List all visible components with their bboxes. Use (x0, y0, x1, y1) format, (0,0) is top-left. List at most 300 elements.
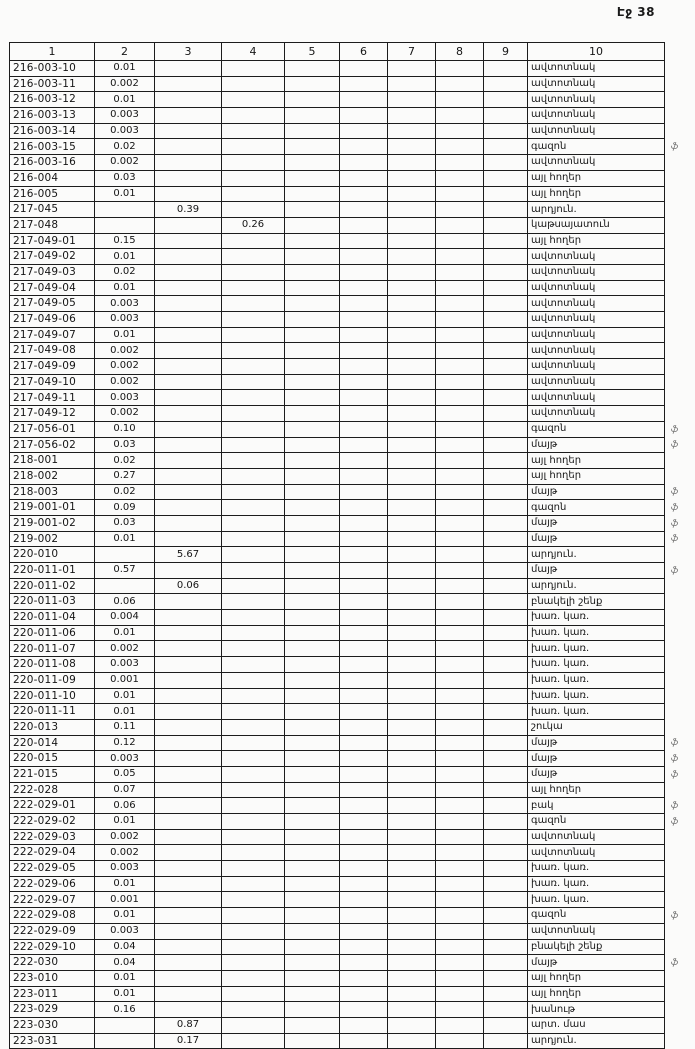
value-cell-col4 (222, 61, 285, 77)
value-cell-col4 (222, 249, 285, 265)
table-row (10, 766, 695, 782)
value-cell-col8 (436, 515, 484, 531)
land-use-cell: ավտոտնակ (528, 264, 665, 280)
table-row (10, 986, 695, 1002)
parcel-code-cell: 222-029-05 (10, 861, 95, 877)
parcel-code-cell: 217-056-01 (10, 421, 95, 437)
value-cell-col8 (436, 955, 484, 971)
value-cell-col6 (340, 939, 388, 955)
value-cell-col3 (155, 908, 222, 924)
parcel-code-cell: 222-029-02 (10, 814, 95, 830)
value-cell-col7 (388, 170, 436, 186)
value-cell-col4 (222, 327, 285, 343)
value-cell-col9 (484, 751, 528, 767)
margin-mark (665, 61, 695, 77)
value-cell-col4 (222, 500, 285, 516)
value-cell-col3 (155, 406, 222, 422)
parcel-code-cell: 217-049-08 (10, 343, 95, 359)
value-cell-col3: 0.17 (155, 1033, 222, 1049)
value-cell-col5 (285, 766, 340, 782)
parcel-code-cell: 222-029-10 (10, 939, 95, 955)
value-cell-col4 (222, 641, 285, 657)
value-cell-col4 (222, 264, 285, 280)
parcel-code-cell: 222-029-08 (10, 908, 95, 924)
parcel-code-cell: 223-031 (10, 1033, 95, 1049)
value-cell-col3 (155, 233, 222, 249)
value-cell-col2: 0.01 (95, 704, 155, 720)
value-cell-col9 (484, 970, 528, 986)
value-cell-col6 (340, 202, 388, 218)
value-cell-col9 (484, 139, 528, 155)
table-row (10, 312, 695, 328)
value-cell-col6 (340, 861, 388, 877)
value-cell-col8 (436, 406, 484, 422)
margin-mark (665, 92, 695, 108)
value-cell-col2: 0.01 (95, 186, 155, 202)
table-row (10, 139, 695, 155)
land-use-cell: խառ. կառ. (528, 625, 665, 641)
value-cell-col5 (285, 986, 340, 1002)
value-cell-col6 (340, 500, 388, 516)
parcel-code-cell: 220-011-11 (10, 704, 95, 720)
margin-mark (665, 719, 695, 735)
value-cell-col3 (155, 782, 222, 798)
value-cell-col3 (155, 468, 222, 484)
margin-mark (665, 123, 695, 139)
value-cell-col9 (484, 312, 528, 328)
value-cell-col9 (484, 421, 528, 437)
value-cell-col2 (95, 547, 155, 563)
value-cell-col8 (436, 92, 484, 108)
value-cell-col7 (388, 798, 436, 814)
column-header-10: 10 (528, 43, 665, 61)
value-cell-col3 (155, 390, 222, 406)
value-cell-col5 (285, 202, 340, 218)
value-cell-col2: 0.03 (95, 170, 155, 186)
value-cell-col3 (155, 829, 222, 845)
value-cell-col7 (388, 531, 436, 547)
value-cell-col7 (388, 343, 436, 359)
value-cell-col6 (340, 735, 388, 751)
value-cell-col4 (222, 312, 285, 328)
land-use-cell: գազոն (528, 421, 665, 437)
value-cell-col2: 0.003 (95, 312, 155, 328)
land-use-cell: ավտոտնակ (528, 280, 665, 296)
value-cell-col2: 0.10 (95, 421, 155, 437)
value-cell-col8 (436, 610, 484, 626)
land-use-cell: ավտոտնակ (528, 61, 665, 77)
value-cell-col4 (222, 782, 285, 798)
value-cell-col9 (484, 1017, 528, 1033)
value-cell-col6 (340, 123, 388, 139)
value-cell-col5 (285, 610, 340, 626)
handwritten-mark: ֆ (670, 488, 678, 498)
value-cell-col8 (436, 484, 484, 500)
margin-mark (665, 76, 695, 92)
value-cell-col3 (155, 359, 222, 375)
value-cell-col8 (436, 264, 484, 280)
land-use-cell: ավտոտնակ (528, 296, 665, 312)
parcel-code-cell: 216-004 (10, 170, 95, 186)
margin-mark (665, 892, 695, 908)
value-cell-col2: 0.001 (95, 672, 155, 688)
value-cell-col4 (222, 531, 285, 547)
table-row (10, 76, 695, 92)
value-cell-col2: 0.02 (95, 453, 155, 469)
handwritten-mark: ֆ (670, 739, 678, 749)
value-cell-col8 (436, 468, 484, 484)
margin-mark (665, 876, 695, 892)
value-cell-col6 (340, 468, 388, 484)
value-cell-col9 (484, 861, 528, 877)
value-cell-col8 (436, 374, 484, 390)
value-cell-col3 (155, 217, 222, 233)
value-cell-col2: 0.09 (95, 500, 155, 516)
value-cell-col2: 0.01 (95, 280, 155, 296)
value-cell-col2: 0.12 (95, 735, 155, 751)
column-header-5: 5 (285, 43, 340, 61)
value-cell-col9 (484, 406, 528, 422)
value-cell-col4 (222, 515, 285, 531)
value-cell-col3 (155, 688, 222, 704)
margin-mark (665, 986, 695, 1002)
value-cell-col3 (155, 327, 222, 343)
land-use-cell: այլ հողեր (528, 970, 665, 986)
value-cell-col4 (222, 343, 285, 359)
value-cell-col3: 0.87 (155, 1017, 222, 1033)
value-cell-col3 (155, 923, 222, 939)
parcel-code-cell: 220-011-04 (10, 610, 95, 626)
value-cell-col8 (436, 249, 484, 265)
land-use-cell: արտ. մաս (528, 1017, 665, 1033)
land-use-cell: մայթ (528, 766, 665, 782)
margin-mark (665, 735, 695, 751)
value-cell-col3 (155, 1002, 222, 1018)
value-cell-col5 (285, 970, 340, 986)
value-cell-col9 (484, 923, 528, 939)
value-cell-col9 (484, 657, 528, 673)
value-cell-col7 (388, 814, 436, 830)
margin-mark (665, 798, 695, 814)
value-cell-col9 (484, 531, 528, 547)
value-cell-col2: 0.002 (95, 641, 155, 657)
value-cell-col4 (222, 155, 285, 171)
value-cell-col2: 0.57 (95, 563, 155, 579)
value-cell-col4 (222, 610, 285, 626)
table-row (10, 186, 695, 202)
value-cell-col7 (388, 108, 436, 124)
value-cell-col8 (436, 390, 484, 406)
value-cell-col5 (285, 280, 340, 296)
value-cell-col3 (155, 453, 222, 469)
land-use-cell: ավտոտնակ (528, 374, 665, 390)
land-use-cell: ավտոտնակ (528, 923, 665, 939)
value-cell-col2: 0.06 (95, 798, 155, 814)
value-cell-col5 (285, 1017, 340, 1033)
table-row (10, 170, 695, 186)
land-use-cell: բակ (528, 798, 665, 814)
value-cell-col3 (155, 735, 222, 751)
value-cell-col2: 0.003 (95, 390, 155, 406)
value-cell-col3: 5.67 (155, 547, 222, 563)
value-cell-col8 (436, 296, 484, 312)
value-cell-col9 (484, 939, 528, 955)
land-use-cell: գազոն (528, 139, 665, 155)
value-cell-col6 (340, 829, 388, 845)
value-cell-col6 (340, 892, 388, 908)
value-cell-col8 (436, 1017, 484, 1033)
table-row (10, 641, 695, 657)
table-row (10, 500, 695, 516)
value-cell-col5 (285, 390, 340, 406)
value-cell-col6 (340, 970, 388, 986)
value-cell-col5 (285, 500, 340, 516)
value-cell-col8 (436, 719, 484, 735)
value-cell-col6 (340, 531, 388, 547)
value-cell-col2: 0.002 (95, 343, 155, 359)
margin-mark (665, 923, 695, 939)
value-cell-col9 (484, 798, 528, 814)
value-cell-col2: 0.002 (95, 374, 155, 390)
value-cell-col9 (484, 1033, 528, 1049)
value-cell-col7 (388, 876, 436, 892)
margin-mark (665, 484, 695, 500)
value-cell-col2: 0.15 (95, 233, 155, 249)
page-number-label: Էջ 38 (617, 5, 655, 19)
land-use-cell: մայթ (528, 751, 665, 767)
value-cell-col5 (285, 108, 340, 124)
value-cell-col6 (340, 955, 388, 971)
value-cell-col9 (484, 625, 528, 641)
value-cell-col2: 0.07 (95, 782, 155, 798)
margin-mark (665, 233, 695, 249)
value-cell-col7 (388, 61, 436, 77)
land-use-cell: ավտոտնակ (528, 845, 665, 861)
land-use-cell: մայթ (528, 735, 665, 751)
table-row (10, 327, 695, 343)
value-cell-col3 (155, 500, 222, 516)
value-cell-col5 (285, 704, 340, 720)
value-cell-col8 (436, 876, 484, 892)
value-cell-col3: 0.39 (155, 202, 222, 218)
value-cell-col6 (340, 249, 388, 265)
parcel-code-cell: 216-003-15 (10, 139, 95, 155)
value-cell-col6 (340, 170, 388, 186)
table-row (10, 453, 695, 469)
value-cell-col7 (388, 563, 436, 579)
value-cell-col8 (436, 563, 484, 579)
value-cell-col4 (222, 735, 285, 751)
column-header-6: 6 (340, 43, 388, 61)
value-cell-col9 (484, 578, 528, 594)
value-cell-col8 (436, 343, 484, 359)
table-row (10, 845, 695, 861)
value-cell-col5 (285, 531, 340, 547)
margin-mark (665, 186, 695, 202)
margin-mark (665, 610, 695, 626)
value-cell-col3 (155, 814, 222, 830)
value-cell-col7 (388, 861, 436, 877)
table-row (10, 735, 695, 751)
margin-mark (665, 688, 695, 704)
margin-mark (665, 217, 695, 233)
column-header-7: 7 (388, 43, 436, 61)
value-cell-col7 (388, 468, 436, 484)
value-cell-col4 (222, 547, 285, 563)
value-cell-col8 (436, 61, 484, 77)
margin-mark (665, 625, 695, 641)
value-cell-col4 (222, 986, 285, 1002)
margin-mark (665, 437, 695, 453)
value-cell-col8 (436, 139, 484, 155)
value-cell-col8 (436, 437, 484, 453)
margin-mark (665, 515, 695, 531)
value-cell-col8 (436, 939, 484, 955)
value-cell-col9 (484, 327, 528, 343)
value-cell-col8 (436, 108, 484, 124)
parcel-code-cell: 223-029 (10, 1002, 95, 1018)
value-cell-col3 (155, 108, 222, 124)
parcel-code-cell: 220-011-01 (10, 563, 95, 579)
value-cell-col2 (95, 578, 155, 594)
parcel-code-cell: 219-001-01 (10, 500, 95, 516)
value-cell-col5 (285, 484, 340, 500)
value-cell-col6 (340, 876, 388, 892)
value-cell-col2: 0.01 (95, 876, 155, 892)
value-cell-col2: 0.04 (95, 955, 155, 971)
table-row (10, 280, 695, 296)
value-cell-col9 (484, 217, 528, 233)
column-header-4: 4 (222, 43, 285, 61)
value-cell-col8 (436, 280, 484, 296)
parcel-code-cell: 220-011-03 (10, 594, 95, 610)
value-cell-col8 (436, 1002, 484, 1018)
parcel-code-cell: 217-049-07 (10, 327, 95, 343)
value-cell-col6 (340, 139, 388, 155)
land-use-cell: այլ հողեր (528, 453, 665, 469)
handwritten-mark: ֆ (670, 441, 678, 451)
value-cell-col8 (436, 641, 484, 657)
margin-mark (665, 766, 695, 782)
value-cell-col7 (388, 155, 436, 171)
land-use-cell: կաթսայատուն (528, 217, 665, 233)
value-cell-col4 (222, 798, 285, 814)
value-cell-col6 (340, 453, 388, 469)
value-cell-col4 (222, 892, 285, 908)
value-cell-col2: 0.01 (95, 814, 155, 830)
value-cell-col2: 0.002 (95, 359, 155, 375)
value-cell-col7 (388, 578, 436, 594)
value-cell-col6 (340, 641, 388, 657)
value-cell-col9 (484, 766, 528, 782)
value-cell-col8 (436, 217, 484, 233)
value-cell-col5 (285, 76, 340, 92)
value-cell-col9 (484, 374, 528, 390)
value-cell-col4 (222, 1002, 285, 1018)
value-cell-col7 (388, 249, 436, 265)
table-row (10, 264, 695, 280)
value-cell-col3 (155, 625, 222, 641)
value-cell-col9 (484, 484, 528, 500)
value-cell-col4 (222, 578, 285, 594)
value-cell-col7 (388, 986, 436, 1002)
parcel-code-cell: 218-003 (10, 484, 95, 500)
value-cell-col3 (155, 861, 222, 877)
handwritten-mark: ֆ (670, 566, 678, 576)
value-cell-col6 (340, 76, 388, 92)
parcel-code-cell: 217-056-02 (10, 437, 95, 453)
land-use-cell: մայթ (528, 437, 665, 453)
value-cell-col7 (388, 484, 436, 500)
value-cell-col7 (388, 955, 436, 971)
parcel-code-cell: 217-049-12 (10, 406, 95, 422)
land-use-cell: մայթ (528, 563, 665, 579)
value-cell-col3 (155, 766, 222, 782)
value-cell-col7 (388, 892, 436, 908)
value-cell-col3 (155, 641, 222, 657)
parcel-code-cell: 217-049-06 (10, 312, 95, 328)
value-cell-col6 (340, 766, 388, 782)
value-cell-col9 (484, 155, 528, 171)
value-cell-col5 (285, 578, 340, 594)
land-use-cell: արդյուն. (528, 578, 665, 594)
table-row (10, 359, 695, 375)
value-cell-col7 (388, 829, 436, 845)
value-cell-col9 (484, 610, 528, 626)
margin-mark (665, 1017, 695, 1033)
margin-mark (665, 657, 695, 673)
value-cell-col3 (155, 704, 222, 720)
land-use-cell: խառ. կառ. (528, 641, 665, 657)
value-cell-col3 (155, 892, 222, 908)
value-cell-col4 (222, 625, 285, 641)
value-cell-col8 (436, 594, 484, 610)
value-cell-col9 (484, 76, 528, 92)
value-cell-col8 (436, 170, 484, 186)
value-cell-col4 (222, 406, 285, 422)
value-cell-col8 (436, 625, 484, 641)
parcel-code-cell: 217-045 (10, 202, 95, 218)
table-row (10, 782, 695, 798)
value-cell-col7 (388, 217, 436, 233)
value-cell-col6 (340, 264, 388, 280)
value-cell-col9 (484, 453, 528, 469)
margin-mark (665, 343, 695, 359)
value-cell-col5 (285, 437, 340, 453)
value-cell-col3 (155, 264, 222, 280)
value-cell-col4 (222, 359, 285, 375)
land-use-cell: այլ հողեր (528, 186, 665, 202)
value-cell-col5 (285, 453, 340, 469)
value-cell-col3 (155, 296, 222, 312)
value-cell-col6 (340, 986, 388, 1002)
value-cell-col2: 0.002 (95, 845, 155, 861)
value-cell-col4 (222, 688, 285, 704)
value-cell-col7 (388, 923, 436, 939)
value-cell-col7 (388, 908, 436, 924)
value-cell-col7 (388, 500, 436, 516)
value-cell-col6 (340, 280, 388, 296)
parcel-code-cell: 223-010 (10, 970, 95, 986)
value-cell-col6 (340, 343, 388, 359)
land-use-cell: ավտոտնակ (528, 155, 665, 171)
value-cell-col4 (222, 76, 285, 92)
value-cell-col9 (484, 892, 528, 908)
table-row (10, 249, 695, 265)
margin-mark (665, 202, 695, 218)
margin-mark (665, 108, 695, 124)
value-cell-col9 (484, 170, 528, 186)
